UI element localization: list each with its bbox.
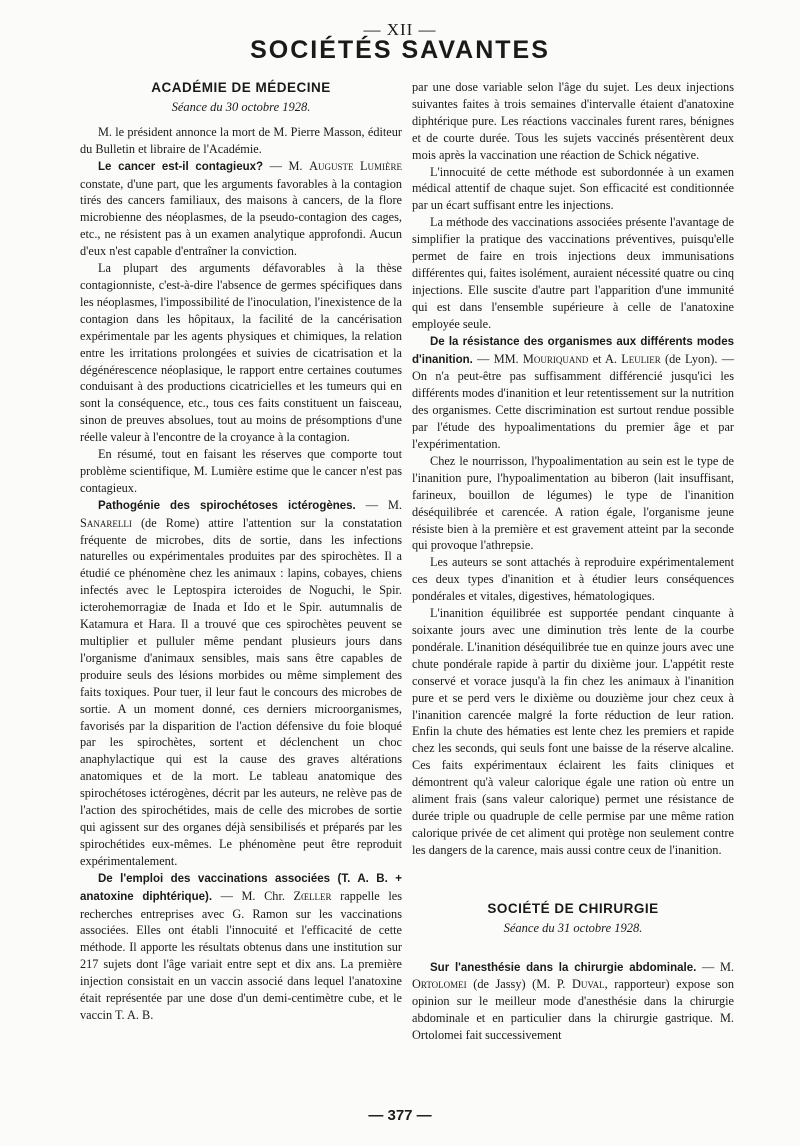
article-heading-inanition: De la résistance des organismes aux différents modes d'inanition.: [412, 335, 734, 366]
paragraph-nourrisson: Chez le nourrisson, l'hypoalimentation au sein est le type de l'inanition pure, l'hypoalimentation au biberon (lait insuffisant, farineux, bouillon de légumes) le type de l'inanition déséquilibrée et carencée. A ration égale, l'organisme jeune résiste bien à la première et est gravement atteint par la seconde qui provoque l'athrepsie.: [412, 453, 734, 553]
seance-date-academie: Séance du 30 octobre 1928.: [171, 99, 311, 114]
author-name: Ortolomei: [412, 977, 467, 992]
section-title-chirurgie: SOCIÉTÉ DE CHIRURGIE: [487, 900, 659, 916]
seance-date-chirurgie: Séance du 31 octobre 1928.: [503, 920, 643, 935]
author-name: Sanarelli: [80, 515, 132, 530]
page-title: SOCIÉTÉS SAVANTES: [250, 36, 550, 64]
article-heading-cancer: Le cancer est-il contagieux?: [98, 160, 264, 173]
paragraph-anesthesie: Sur l'anesthésie dans la chirurgie abdominale. — M. Ortolomei (de Jassy) (M. P. Duval, rapporteur) expose son opinion sur le meilleur mode d'anesthésie dans la chirurgie abdominale et en particulier dans la chirurgie gastrique. M. Ortolomei fait successivement: [412, 959, 734, 1043]
author-name: Duval: [571, 977, 605, 992]
page-number: — 377 —: [368, 1107, 432, 1124]
paragraph-innocuite: L'innocuité de cette méthode est subordonnée à un examen médical attentif de chaque sujet. Son efficacité est conditionnée par un écart suffisant entre les injections.: [412, 164, 734, 213]
paragraph-vaccinations: De l'emploi des vaccinations associées (T. A. B. + anatoxine diphtérique). — M. Chr. Zœller rappelle les recherches entreprises avec G. Ramon sur les vaccinations associées. Elles ont établi l'innocuité et l'efficacité de cette méthode. Il apporte les résultats obtenus dans une institution sur 217 sujets dont l'âge variait entre sept et dix ans. La première injection consistait en un vaccin associé dans lequel l'anatoxine était représentée par une dose d'un demi-centimètre cube, et le vaccin T. A. B.: [80, 872, 402, 1022]
paragraph-inanition: De la résistance des organismes aux différents modes d'inanition. — MM. Mouriquand et A. Leulier (de Lyon). — On n'a peut-être pas suffisamment différencié jusqu'ici les différents modes d'inanition et leur retentissement sur la nutrition des organismes. Cette discrimination est surtout rendue possible par l'étude des hypoalimentations du premier âge et par l'expérimentation.: [412, 335, 735, 452]
paragraph-inanition-equilibree: L'inanition équilibrée est supportée pendant cinquante à soixante jours avec une diminution très lente de la courbe pondérale. L'inanition déséquilibrée tue en quinze jours avec une chute pondérale rapide à partir du dixième jour. L'appétit reste conservé et vorace jusqu'à la fin chez les animaux à l'inanition pure et se perd vers le dixième ou douzième jour chez ceux à l'inanition carencée malgré la forte réduction de leur ration. Enfin la chute des hématies est lente chez les premiers et rapide chez les seconds, qui seuls font une baisse de la réserve alcaline. Ces faits expérimentaux éclairent les faits cliniques et démontrent qu'à valeur calorique égale une ration où entre un aliment frais (sans valeur calorique) permet une résistance de durée triple ou quadruple de celle permise par une même ration calorique privée de cet aliment qui protège non seulement contre les dangers de la carence, mais aussi contre ceux de l'inanition.: [412, 606, 734, 857]
left-column: [80, 80, 402, 1024]
article-heading-spirochetoses: Pathogénie des spirochétoses ictérogènes.: [98, 499, 356, 512]
author-name: Zœller: [293, 888, 332, 903]
section-title-academie: ACADÉMIE DE MÉDECINE: [151, 80, 331, 95]
author-name: Mouriquand: [522, 351, 589, 366]
author-name: Auguste Lumière: [309, 158, 403, 173]
article-heading-vaccinations: De l'emploi des vaccinations associées (T. A. B. + anatoxine diphtérique).: [80, 872, 402, 903]
paragraph-methode: La méthode des vaccinations associées présente l'avantage de simplifier la pratique des vaccinations préventives, puisqu'elle permet de faire en trois injections deux immunisations différentes qui, faites isolément, auraient nécessité quatre ou cinq injections. Elle suscite d'autre part l'apparition d'une immunité qui est dans l'ensemble supérieure à celle de l'anatoxine employée seule.: [412, 215, 734, 331]
author-name: Leulier: [621, 351, 661, 366]
paragraph-cancer: Le cancer est-il contagieux? — M. Auguste Lumière constate, d'une part, que les arguments favorables à la contagion tirés des cancers familiaux, des maisons à cancers, de la flore microbienne des néoplasmes, de la pseudo-contagion des cages, etc., ne résistent pas à un examen analytique approfondi. Aucun d'eux n'est capable d'entraîner la conviction.: [80, 158, 403, 259]
right-column: [412, 79, 734, 1044]
paragraph-vaccin-continued: par une dose variable selon l'âge du sujet. Les deux injections suivantes faites à trois semaines d'intervalle étaient d'anatoxine diphtérique pure. Les réactions vaccinales furent rares, bénignes et de courte durée. Tous les sujets vaccinés présentèrent deux mois après la vaccination une réaction de Schick négative.: [412, 80, 734, 162]
article-heading-anesthesie: Sur l'anesthésie dans la chirurgie abdominale.: [430, 961, 697, 974]
page-header: [0, 0, 800, 70]
paragraph-resume: En résumé, tout en faisant les réserves que comporte tout problème scientifique, M. Lumière estime que le cancer n'est pas contagieux.: [80, 447, 402, 495]
paragraph-president: M. le président annonce la mort de M. Pierre Masson, éditeur du Bulletin et libraire de l'Académie.: [80, 124, 402, 156]
paragraph-spirochetoses: Pathogénie des spirochétoses ictérogènes. — M. Sanarelli (de Rome) attire l'attention sur la constatation fréquente de microbes, dits de sortie, dans les infections naturelles ou expérimentales produites par des spirochètes. Il a étudié ce phénomène chez les animaux : lapins, cobayes, chiens infectés avec le Leptospira icteroides de Noguchi, le Spir. icterohemorragiæ de Inada et Ido et le Spir. autumnalis de Katamura et Hara. Il a trouvé que ces spirochètes peuvent se multiplier et pulluler même pendant plusieurs jours dans l'organisme d'animaux sensibles, mais sans être capables de produire seuls des lésions morbides ou même simplement des faits toxiques. Pour tuer, il leur faut le concours des microbes de sortie. A un moment donné, ces derniers microorganismes, favorisés par la disparition de l'action défensive du foie bloqué par les spirochètes, sortent et déclenchent un choc anaphylactique qui est la cause des graves altérations anatomiques et de la mort. Le tableau anatomique des spirochétoses ictérogènes, décrit par les auteurs, ne relève pas de l'action des spirochétides, mais de celle des microbes de sortie qui agissent sur des organes déjà sensibilisés et préparés par les spirochétides eux-mêmes. Le phénomène peut être reproduit expérimentalement.: [80, 497, 402, 868]
paragraph-auteurs: Les auteurs se sont attachés à reproduire expérimentalement ces deux types d'inanition et à étudier leurs conséquences pondérales et vitales, digestives, hématologiques.: [412, 555, 734, 604]
page-number-roman: — XII —: [363, 20, 437, 39]
paragraph-arguments: La plupart des arguments défavorables à la thèse contagionniste, c'est-à-dire l'absence de germes spécifiques dans les néoplasmes, l'impossibilité de l'inoculation, l'inexistence de la contagion dans les hôpitaux, la facilité de la cancérisation expérimentale par les agents physiques et chimiques, la relation entre les irritations prolongées et suivies de cicatrisation et la dégénérescence néoplasique, le rapport entre certaines coutumes conduisant à des productions cicatricielles et les tumeurs qui en sont la conséquence, etc., tous ces faits constituent un faisceau, sinon de preuves absolues, tout au moins de présomptions d'une réelle valeur à l'encontre de la croyance à la contagion.: [80, 261, 402, 445]
